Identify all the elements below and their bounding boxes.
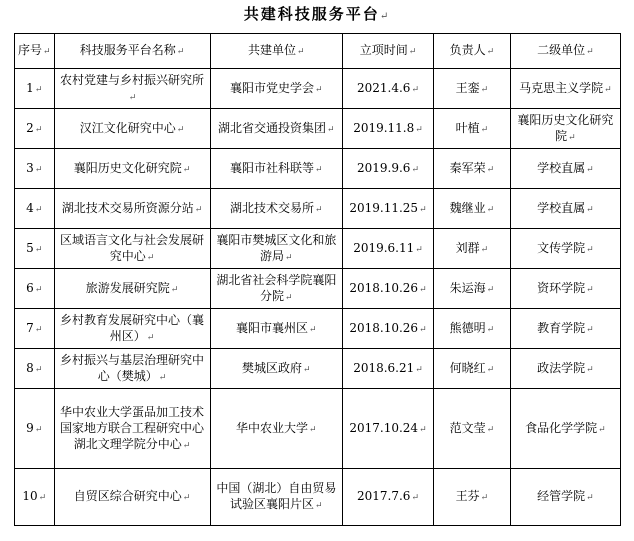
cell-unit: 襄阳市樊城区文化和旅游局↵ (210, 229, 343, 269)
header-row (15, 34, 621, 69)
title-text: 共建科技服务平台 (243, 5, 380, 23)
header-name: 科技服务平台名称↵ (54, 34, 210, 69)
cell-name: 区域语言文化与社会发展研究中心↵ (54, 229, 210, 269)
cell-person: 王銮↵ (433, 69, 510, 109)
cell-dept: 学校直属↵ (510, 189, 620, 229)
cell-name: 湖北技术交易所资源分站↵ (54, 189, 210, 229)
cell-name: 汉江文化研究中心↵ (54, 109, 210, 149)
cell-person: 魏继业↵ (433, 189, 510, 229)
table-row (15, 109, 621, 149)
cell-index: 4↵ (15, 189, 55, 229)
table-row (15, 349, 621, 389)
table-row (15, 149, 621, 189)
cell-date: 2019.11.25↵ (343, 189, 434, 229)
cell-index: 7↵ (15, 309, 55, 349)
header-person: 负责人↵ (433, 34, 510, 69)
table-row (15, 189, 621, 229)
header-unit: 共建单位↵ (210, 34, 343, 69)
cell-unit: 华中农业大学↵ (210, 389, 343, 469)
cell-person: 朱运海↵ (433, 269, 510, 309)
cell-unit: 襄阳市社科联等↵ (210, 149, 343, 189)
cell-person: 熊德明↵ (433, 309, 510, 349)
cell-unit: 中国（湖北）自由贸易试验区襄阳片区↵ (210, 469, 343, 526)
platform-table (14, 33, 621, 526)
cell-dept: 政法学院↵ (510, 349, 620, 389)
cell-person: 叶植↵ (433, 109, 510, 149)
cell-dept: 学校直属↵ (510, 149, 620, 189)
header-date: 立项时间↵ (343, 34, 434, 69)
table-row (15, 309, 621, 349)
cell-index: 6↵ (15, 269, 55, 309)
cell-index: 1↵ (15, 69, 55, 109)
paragraph-mark-icon: ↵ (379, 11, 391, 22)
cell-index: 8↵ (15, 349, 55, 389)
cell-person: 范文莹↵ (433, 389, 510, 469)
cell-person: 刘群↵ (433, 229, 510, 269)
cell-date: 2019.9.6↵ (343, 149, 434, 189)
cell-name: 自贸区综合研究中心↵ (54, 469, 210, 526)
cell-index: 9↵ (15, 389, 55, 469)
cell-index: 10↵ (15, 469, 55, 526)
cell-unit: 湖北技术交易所↵ (210, 189, 343, 229)
cell-dept: 食品化学学院↵ (510, 389, 620, 469)
cell-name: 旅游发展研究院↵ (54, 269, 210, 309)
cell-name: 襄阳历史文化研究院↵ (54, 149, 210, 189)
cell-unit: 湖北省社会科学院襄阳分院↵ (210, 269, 343, 309)
cell-person: 王芬↵ (433, 469, 510, 526)
cell-name: 乡村振兴与基层治理研究中心（樊城）↵ (54, 349, 210, 389)
cell-person: 何晓红↵ (433, 349, 510, 389)
cell-index: 5↵ (15, 229, 55, 269)
header-index: 序号↵ (15, 34, 55, 69)
cell-index: 2↵ (15, 109, 55, 149)
cell-dept: 教育学院↵ (510, 309, 620, 349)
cell-unit: 襄阳市党史学会↵ (210, 69, 343, 109)
cell-unit: 樊城区政府↵ (210, 349, 343, 389)
table-row (15, 469, 621, 526)
cell-name: 乡村教育发展研究中心（襄州区）↵ (54, 309, 210, 349)
cell-dept: 资环学院↵ (510, 269, 620, 309)
cell-dept: 经管学院↵ (510, 469, 620, 526)
cell-unit: 襄阳市襄州区↵ (210, 309, 343, 349)
cell-name: 农村党建与乡村振兴研究所↵ (54, 69, 210, 109)
cell-index: 3↵ (15, 149, 55, 189)
cell-date: 2018.10.26↵ (343, 269, 434, 309)
table-row (15, 229, 621, 269)
cell-person: 秦军荣↵ (433, 149, 510, 189)
cell-date: 2018.6.21↵ (343, 349, 434, 389)
cell-dept: 马克思主义学院↵ (510, 69, 620, 109)
cell-unit: 湖北省交通投资集团↵ (210, 109, 343, 149)
cell-name: 华中农业大学蛋品加工技术国家地方联合工程研究中心湖北文理学院分中心↵ (54, 389, 210, 469)
page-title (0, 5, 634, 26)
cell-date: 2021.4.6↵ (343, 69, 434, 109)
cell-date: 2018.10.26↵ (343, 309, 434, 349)
table-row (15, 69, 621, 109)
cell-date: 2019.6.11↵ (343, 229, 434, 269)
cell-date: 2019.11.8↵ (343, 109, 434, 149)
table-row (15, 269, 621, 309)
header-dept: 二级单位↵ (510, 34, 620, 69)
table-row (15, 389, 621, 469)
cell-dept: 襄阳历史文化研究院↵ (510, 109, 620, 149)
cell-date: 2017.10.24↵ (343, 389, 434, 469)
cell-date: 2017.7.6↵ (343, 469, 434, 526)
cell-dept: 文传学院↵ (510, 229, 620, 269)
